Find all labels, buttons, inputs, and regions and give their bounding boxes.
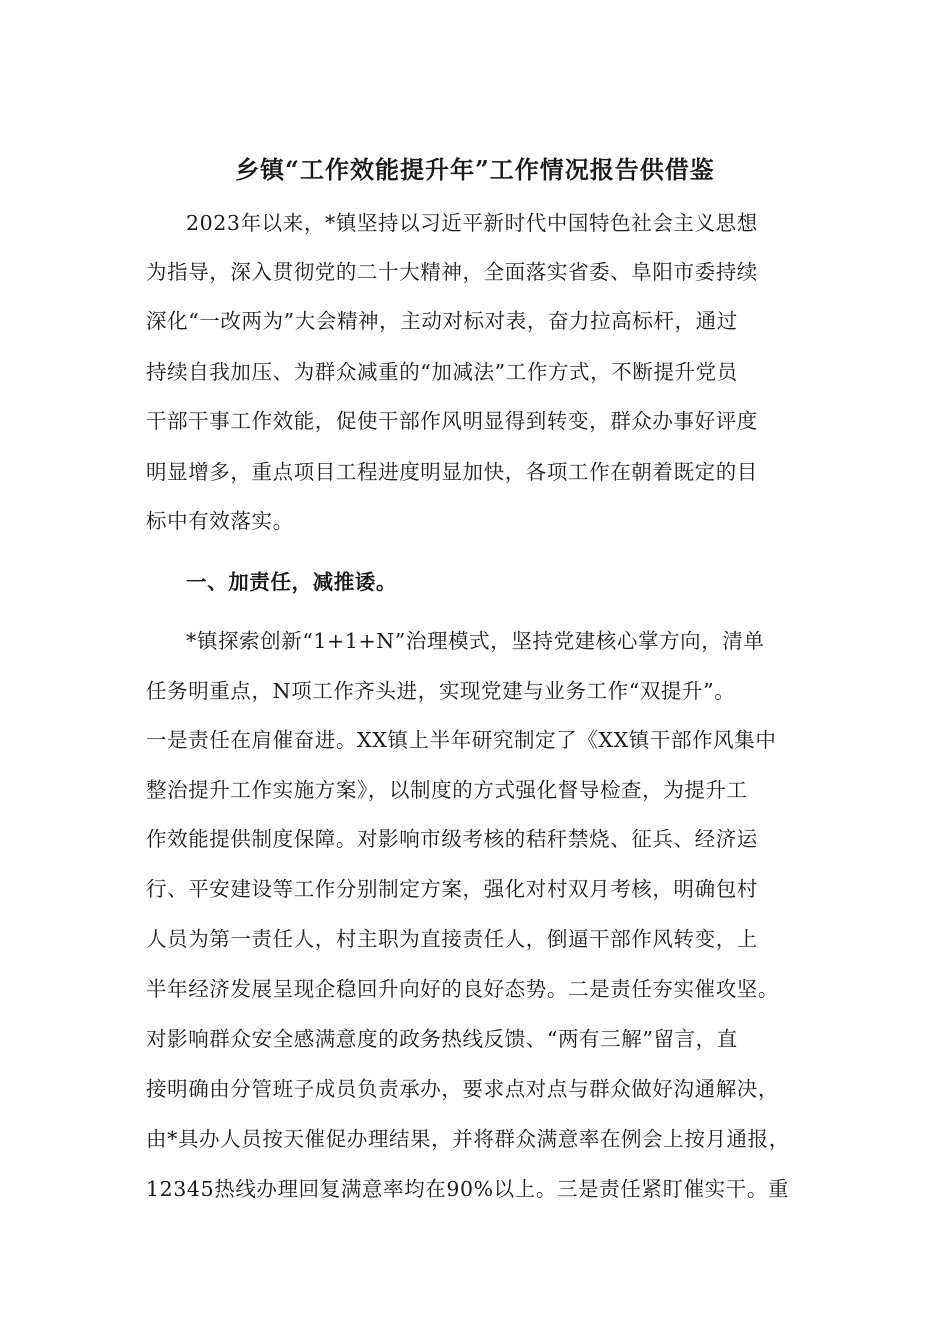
body-line: 接明确由分管班子成员负责承办，要求点对点与群众做好沟通解决， (146, 1077, 779, 1101)
body-line: 一是责任在肩催奋进。XX镇上半年研究制定了《XX镇干部作风集中 (146, 728, 777, 752)
body-line: 整治提升工作实施方案》，以制度的方式强化督导检查，为提升工 (146, 778, 748, 802)
intro-line: 标中有效落实。 (146, 509, 294, 533)
body-line: 对影响群众安全感满意度的政务热线反馈、“两有三解”留言，直 (146, 1027, 738, 1051)
body-line: 行、平安建设等工作分别制定方案，强化对村双月考核，明确包村 (146, 877, 758, 901)
document-title: 乡镇“工作效能提升年”工作情况报告供借鉴 (235, 155, 715, 184)
body-line: 人员为第一责任人，村主职为直接责任人，倒逼干部作风转变，上 (146, 927, 758, 951)
body-line: *镇探索创新“1+1+N”治理模式，坚持党建核心掌方向，清单 (186, 629, 765, 653)
intro-line: 干部干事工作效能，促使干部作风明显得到转变，群众办事好评度 (146, 409, 758, 433)
intro-line: 深化“一改两为”大会精神，主动对标对表，奋力拉高标杆，通过 (146, 309, 738, 333)
section-heading: 一、加责任，减推诿。 (186, 570, 397, 594)
intro-line: 为指导，深入贯彻党的二十大精神，全面落实省委、阜阳市委持续 (146, 260, 758, 284)
body-line: 12345热线办理回复满意率均在90%以上。三是责任紧盯催实干。重 (146, 1177, 790, 1201)
body-line: 由*具办人员按天催促办理结果，并将群众满意率在例会上按月通报， (146, 1127, 790, 1151)
body-line: 半年经济发展呈现企稳回升向好的良好态势。二是责任夯实催攻坚。 (146, 977, 779, 1001)
intro-line: 持续自我加压、为群众减重的“加减法”工作方式，不断提升党员 (146, 360, 738, 384)
intro-line: 明显增多，重点项目工程进度明显加快，各项工作在朝着既定的目 (146, 460, 758, 484)
body-line: 任务明重点，N项工作齐头进，实现党建与业务工作“双提升”。 (146, 679, 736, 703)
body-line: 作效能提供制度保障。对影响市级考核的秸秆禁烧、征兵、经济运 (146, 827, 758, 851)
intro-line: 2023年以来，*镇坚持以习近平新时代中国特色社会主义思想 (186, 211, 758, 235)
